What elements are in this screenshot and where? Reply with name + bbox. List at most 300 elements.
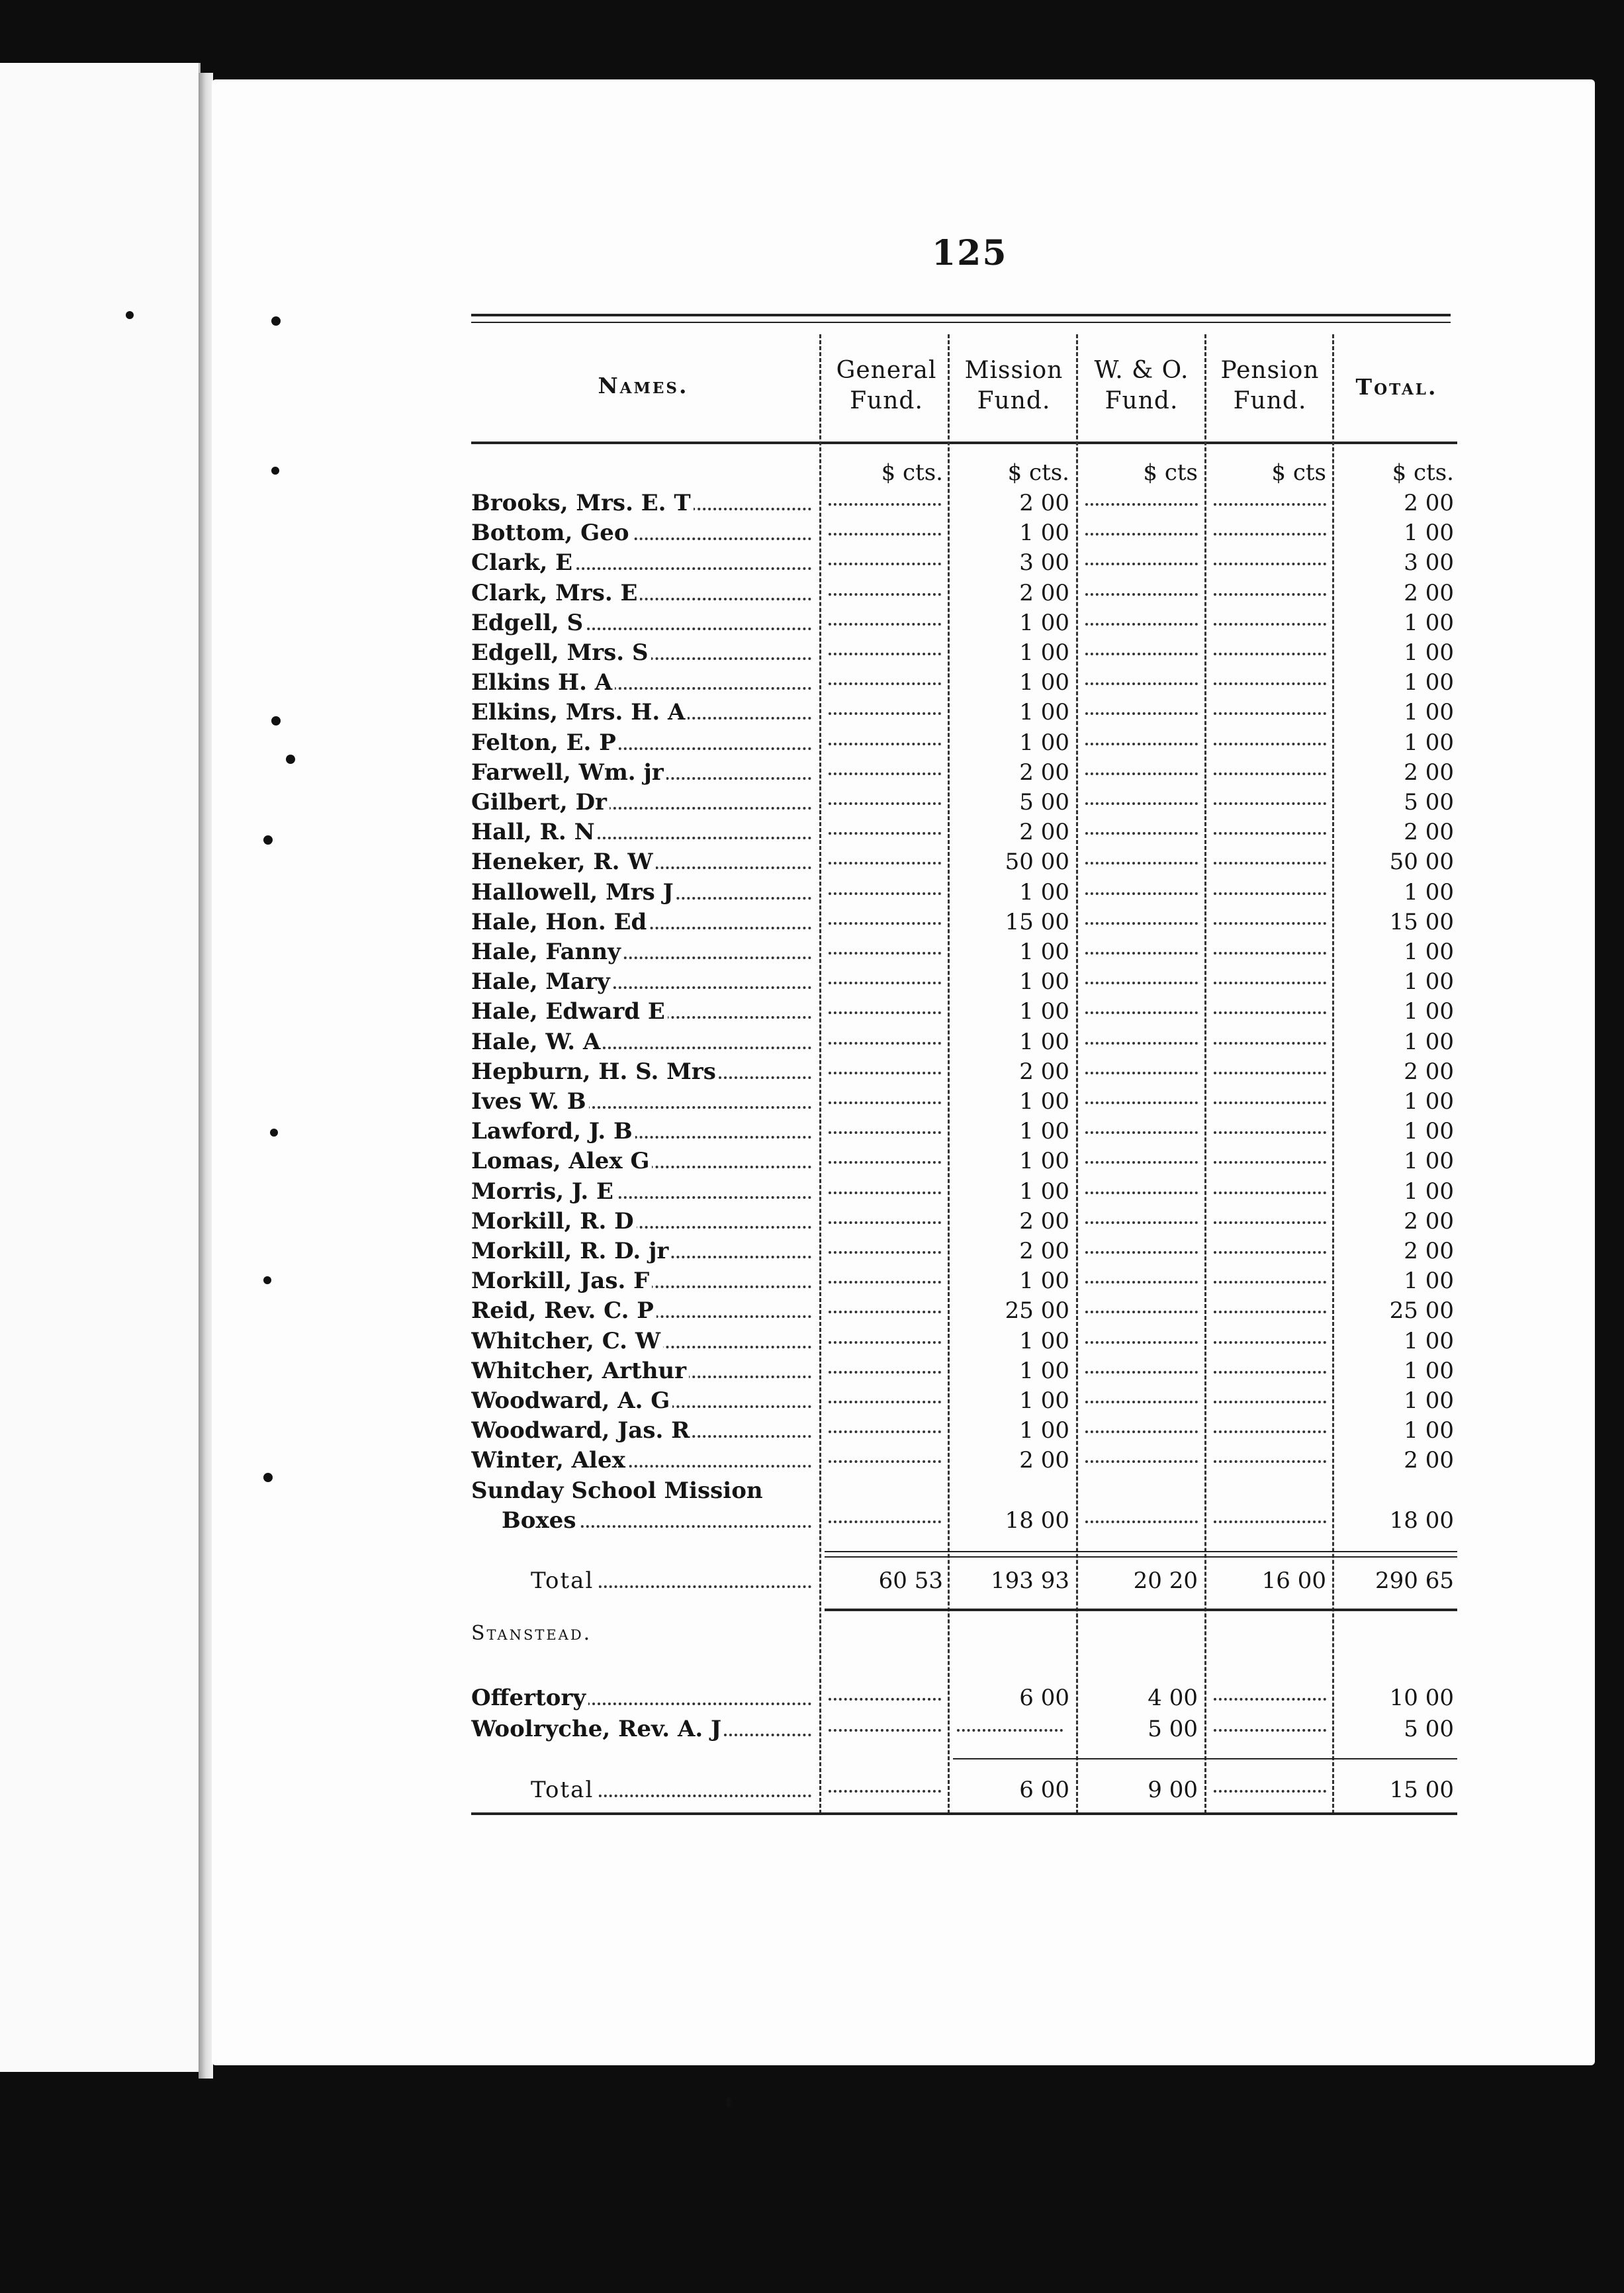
general-dots bbox=[829, 743, 941, 745]
mission-amount: 1 00 bbox=[1019, 1268, 1069, 1295]
general-dots bbox=[829, 533, 941, 536]
total-label: Total bbox=[531, 1568, 596, 1594]
mission-amount: 6 00 bbox=[1019, 1685, 1069, 1711]
pension-dots bbox=[1214, 1192, 1326, 1194]
wo-dots bbox=[1085, 1221, 1198, 1224]
donor-name: Edgell, Mrs. S bbox=[471, 639, 651, 666]
donor-name-cell bbox=[471, 1117, 815, 1146]
pension-dots bbox=[1214, 1281, 1326, 1284]
general-dots bbox=[829, 1072, 941, 1074]
total-amount: 2 00 bbox=[1404, 759, 1454, 786]
pension-dots bbox=[1214, 623, 1326, 626]
general-dots bbox=[829, 1192, 941, 1194]
donor-name-cell bbox=[471, 638, 815, 668]
table-row bbox=[471, 758, 1457, 788]
wo-dots bbox=[1085, 982, 1198, 984]
mission-amount: 50 00 bbox=[1005, 849, 1069, 876]
pension-dots bbox=[1214, 1521, 1326, 1523]
margin-speck bbox=[263, 1473, 273, 1482]
general-dots bbox=[829, 682, 941, 685]
wo-dots bbox=[1085, 922, 1198, 925]
header-pension-line2: Fund. bbox=[1233, 387, 1307, 414]
table-row bbox=[471, 1266, 1457, 1296]
stanstead-total-total: 15 00 bbox=[1389, 1777, 1454, 1803]
pension-dots bbox=[1214, 563, 1326, 565]
table-row bbox=[471, 1296, 1457, 1326]
header-wo-fund bbox=[1079, 355, 1204, 416]
donor-name: Reid, Rev. C. P bbox=[471, 1297, 656, 1324]
donor-name: Woodward, A. G bbox=[471, 1387, 672, 1414]
general-dots bbox=[829, 712, 941, 715]
total-amount: 1 00 bbox=[1404, 699, 1454, 726]
general-dots bbox=[829, 982, 941, 984]
donor-name: Elkins H. A bbox=[471, 669, 615, 696]
unit-wo: $ cts bbox=[1143, 459, 1198, 486]
table-row bbox=[471, 1117, 1457, 1146]
margin-speck bbox=[126, 311, 134, 319]
table-row bbox=[471, 1237, 1457, 1266]
table-row bbox=[471, 728, 1457, 758]
donor-name-cell bbox=[471, 1416, 815, 1446]
general-dots bbox=[829, 922, 941, 925]
margin-speck bbox=[286, 755, 295, 764]
table-row bbox=[471, 1207, 1457, 1237]
table-row bbox=[471, 518, 1457, 548]
header-names: Names. bbox=[598, 373, 689, 398]
general-dots bbox=[829, 1341, 941, 1344]
donor-name: Heneker, R. W bbox=[471, 849, 656, 875]
donor-name: Clark, E bbox=[471, 549, 575, 576]
general-dots bbox=[829, 952, 941, 955]
pension-dots bbox=[1214, 1729, 1326, 1732]
unit-general: $ cts. bbox=[881, 459, 943, 486]
total-rule-top2 bbox=[825, 1556, 1457, 1558]
wo-dots bbox=[1085, 1072, 1198, 1074]
donor-name: Hale, Hon. Ed bbox=[471, 909, 649, 935]
donor-name: Gilbert, Dr bbox=[471, 789, 609, 816]
donor-name-cell bbox=[471, 668, 815, 698]
wo-dots bbox=[1085, 653, 1198, 655]
mission-amount: 1 00 bbox=[1019, 1178, 1069, 1205]
donor-name-cell bbox=[471, 489, 815, 518]
mission-amount: 3 00 bbox=[1019, 549, 1069, 577]
mission-amount: 2 00 bbox=[1019, 819, 1069, 846]
mission-amount: 1 00 bbox=[1019, 878, 1069, 906]
wo-dots bbox=[1085, 772, 1198, 775]
general-dots bbox=[829, 1729, 941, 1732]
table-row bbox=[471, 579, 1457, 608]
stanstead-total-mission: 6 00 bbox=[1019, 1777, 1069, 1803]
donor-name-cell bbox=[471, 847, 815, 877]
donor-name-cell bbox=[471, 937, 815, 967]
mission-amount: 1 00 bbox=[1019, 1357, 1069, 1384]
donor-name-cell bbox=[471, 1057, 815, 1087]
donor-name: Hall, R. N bbox=[471, 819, 598, 845]
wo-dots bbox=[1085, 1430, 1198, 1433]
mission-amount: 1 00 bbox=[1019, 1088, 1069, 1115]
pension-dots bbox=[1214, 1371, 1326, 1374]
donor-name-cell bbox=[471, 1087, 815, 1117]
table-row bbox=[471, 1327, 1457, 1356]
margin-speck bbox=[270, 1129, 278, 1137]
donor-name-cell bbox=[471, 758, 815, 788]
general-dots bbox=[829, 1521, 941, 1523]
pension-dots bbox=[1214, 503, 1326, 506]
total-pension: 16 00 bbox=[1261, 1568, 1326, 1594]
wo-dots bbox=[1085, 952, 1198, 955]
total-amount: 1 00 bbox=[1404, 729, 1454, 756]
pension-dots bbox=[1214, 653, 1326, 655]
donor-name: Woolryche, Rev. A. J bbox=[471, 1716, 724, 1742]
general-dots bbox=[829, 892, 941, 895]
table-row bbox=[471, 1027, 1457, 1057]
total-amount: 50 00 bbox=[1389, 849, 1454, 876]
total-amount: 1 00 bbox=[1404, 1357, 1454, 1384]
wo-amount: 4 00 bbox=[1148, 1685, 1198, 1711]
donor-name-cell bbox=[471, 1386, 815, 1416]
total-mission: 193 93 bbox=[991, 1568, 1069, 1594]
mission-amount: 1 00 bbox=[1019, 1118, 1069, 1145]
header-rule bbox=[471, 442, 1457, 444]
general-dots bbox=[829, 1101, 941, 1104]
section-title-stanstead: Stanstead. bbox=[471, 1622, 592, 1645]
general-dots bbox=[829, 1371, 941, 1374]
page-number: 125 bbox=[932, 233, 1008, 273]
wo-dots bbox=[1085, 832, 1198, 835]
pension-dots bbox=[1214, 593, 1326, 596]
pension-dots bbox=[1214, 1011, 1326, 1014]
general-dots bbox=[829, 1281, 941, 1284]
stanstead-total-label-cell bbox=[531, 1775, 815, 1805]
table-row bbox=[471, 1356, 1457, 1386]
wo-dots bbox=[1085, 1460, 1198, 1463]
mission-amount: 2 00 bbox=[1019, 579, 1069, 606]
mission-amount: 2 00 bbox=[1019, 1238, 1069, 1264]
donor-name-cell bbox=[471, 1327, 815, 1356]
mission-amount: 1 00 bbox=[1019, 729, 1069, 756]
mission-amount: 25 00 bbox=[1005, 1297, 1069, 1325]
margin-speck bbox=[726, 2097, 731, 2108]
total-amount: 1 00 bbox=[1404, 1148, 1454, 1175]
donor-name: Felton, E. P bbox=[471, 729, 619, 756]
donor-name-cell bbox=[471, 1146, 815, 1176]
header-general-line2: Fund. bbox=[850, 387, 923, 414]
pension-dots bbox=[1214, 1161, 1326, 1164]
header-pension-fund bbox=[1206, 355, 1333, 416]
donor-name: Lawford, J. B bbox=[471, 1118, 635, 1145]
header-mission-fund bbox=[951, 355, 1077, 416]
donor-name: Morkill, Jas. F bbox=[471, 1268, 652, 1294]
stanstead-total-general-dots bbox=[829, 1790, 941, 1793]
donor-name: Edgell, S bbox=[471, 610, 586, 636]
total-amount: 1 00 bbox=[1404, 1327, 1454, 1354]
donor-name-cell bbox=[471, 548, 815, 578]
wo-dots bbox=[1085, 593, 1198, 596]
mission-amount: 1 00 bbox=[1019, 1327, 1069, 1354]
wo-dots bbox=[1085, 1281, 1198, 1284]
donor-name: Hale, Fanny bbox=[471, 939, 623, 965]
top-rule-thin bbox=[471, 322, 1451, 323]
total-amount: 1 00 bbox=[1404, 878, 1454, 906]
total-amount: 1 00 bbox=[1404, 968, 1454, 996]
mission-amount: 1 00 bbox=[1019, 998, 1069, 1025]
mission-dots bbox=[957, 1729, 1063, 1732]
margin-speck bbox=[263, 835, 273, 845]
pension-dots bbox=[1214, 1430, 1326, 1433]
wo-dots bbox=[1085, 1251, 1198, 1254]
unit-pension: $ cts bbox=[1271, 459, 1326, 486]
wo-dots bbox=[1085, 1101, 1198, 1104]
pension-dots bbox=[1214, 952, 1326, 955]
mission-amount: 1 00 bbox=[1019, 639, 1069, 666]
pension-dots bbox=[1214, 802, 1326, 805]
mission-amount: 1 00 bbox=[1019, 699, 1069, 726]
header-mission-line1: Mission bbox=[964, 357, 1063, 384]
total-amount: 1 00 bbox=[1404, 1028, 1454, 1055]
table-row bbox=[471, 1177, 1457, 1207]
donor-name: Hallowell, Mrs J bbox=[471, 879, 676, 906]
pension-dots bbox=[1214, 1401, 1326, 1403]
wo-dots bbox=[1085, 1401, 1198, 1403]
table-row bbox=[471, 489, 1457, 518]
total-general: 60 53 bbox=[878, 1568, 943, 1594]
general-dots bbox=[829, 1042, 941, 1045]
pension-dots bbox=[1214, 1698, 1326, 1701]
mission-amount: 1 00 bbox=[1019, 669, 1069, 696]
table-row bbox=[471, 608, 1457, 638]
general-dots bbox=[829, 1221, 941, 1224]
pension-dots bbox=[1214, 922, 1326, 925]
donor-name: Elkins, Mrs. H. A bbox=[471, 699, 688, 725]
donor-name-cell bbox=[471, 518, 815, 548]
donor-name: Morris, J. E bbox=[471, 1178, 616, 1205]
table-row bbox=[471, 1087, 1457, 1117]
donor-name-cell bbox=[471, 1207, 815, 1237]
total-amount: 2 00 bbox=[1404, 1058, 1454, 1085]
header-total: Total. bbox=[1355, 374, 1438, 400]
wo-dots bbox=[1085, 1161, 1198, 1164]
total-amount: 2 00 bbox=[1404, 819, 1454, 846]
unit-mission: $ cts. bbox=[1007, 459, 1069, 486]
pension-dots bbox=[1214, 712, 1326, 715]
pension-dots bbox=[1214, 1131, 1326, 1134]
total-amount: 5 00 bbox=[1404, 789, 1454, 816]
total-amount: 1 00 bbox=[1404, 609, 1454, 636]
table-row bbox=[471, 1446, 1457, 1475]
total-amount: 1 00 bbox=[1404, 1268, 1454, 1295]
total-amount: 1 00 bbox=[1404, 1387, 1454, 1414]
general-dots bbox=[829, 832, 941, 835]
donor-name-cell bbox=[471, 1356, 815, 1386]
donor-name-cell bbox=[471, 908, 815, 937]
general-dots bbox=[829, 1161, 941, 1164]
header-mission-line2: Fund. bbox=[977, 387, 1051, 414]
total-amount: 25 00 bbox=[1389, 1297, 1454, 1325]
donor-name-cell bbox=[502, 1506, 815, 1536]
table-row bbox=[471, 847, 1457, 877]
donor-name-cell bbox=[471, 1476, 815, 1506]
general-dots bbox=[829, 1460, 941, 1463]
donor-name: Bottom, Geo bbox=[471, 520, 632, 546]
mission-amount: 2 00 bbox=[1019, 1447, 1069, 1474]
pension-dots bbox=[1214, 862, 1326, 865]
mission-amount: 1 00 bbox=[1019, 609, 1069, 636]
mission-amount: 5 00 bbox=[1019, 789, 1069, 816]
margin-speck bbox=[263, 1276, 271, 1284]
total-amount: 1 00 bbox=[1404, 639, 1454, 666]
wo-dots bbox=[1085, 533, 1198, 536]
total-amount: 2 00 bbox=[1404, 1238, 1454, 1264]
table-row bbox=[471, 1476, 1457, 1506]
donor-name: Boxes bbox=[502, 1507, 578, 1534]
donor-name: Whitcher, C. W bbox=[471, 1328, 663, 1354]
margin-speck bbox=[271, 716, 281, 725]
general-dots bbox=[829, 1131, 941, 1134]
donor-name-cell bbox=[471, 1296, 815, 1326]
pension-dots bbox=[1214, 892, 1326, 895]
table-row bbox=[471, 1146, 1457, 1176]
total-amount: 1 00 bbox=[1404, 520, 1454, 547]
wo-dots bbox=[1085, 682, 1198, 685]
wo-dots bbox=[1085, 1042, 1198, 1045]
header-pension-line1: Pension bbox=[1220, 357, 1320, 384]
pension-dots bbox=[1214, 1341, 1326, 1344]
general-dots bbox=[829, 593, 941, 596]
donor-name: Morkill, R. D. jr bbox=[471, 1238, 671, 1264]
table-row bbox=[471, 818, 1457, 847]
pension-dots bbox=[1214, 682, 1326, 685]
header-general-line1: General bbox=[836, 357, 937, 384]
wo-dots bbox=[1085, 1521, 1198, 1523]
donor-name: Hale, Edward E bbox=[471, 998, 668, 1025]
donor-name: Hale, W. A bbox=[471, 1029, 603, 1055]
mission-amount: 2 00 bbox=[1019, 490, 1069, 516]
donor-name-cell bbox=[471, 818, 815, 847]
wo-dots bbox=[1085, 1341, 1198, 1344]
margin-speck bbox=[271, 467, 279, 475]
donor-name-cell bbox=[471, 878, 815, 908]
general-dots bbox=[829, 1401, 941, 1403]
mission-amount: 18 00 bbox=[1005, 1507, 1069, 1534]
mission-amount: 1 00 bbox=[1019, 1387, 1069, 1414]
donor-name: Woodward, Jas. R bbox=[471, 1417, 692, 1444]
mission-amount: 15 00 bbox=[1005, 908, 1069, 935]
total-amount: 1 00 bbox=[1404, 998, 1454, 1025]
general-dots bbox=[829, 1251, 941, 1254]
general-dots bbox=[829, 802, 941, 805]
donor-name: Offertory bbox=[471, 1685, 588, 1711]
general-dots bbox=[829, 1430, 941, 1433]
wo-dots bbox=[1085, 563, 1198, 565]
header-wo-line1: W. & O. bbox=[1094, 357, 1189, 384]
table-row bbox=[471, 1714, 1457, 1744]
general-dots bbox=[829, 563, 941, 565]
total-amount: 18 00 bbox=[1389, 1507, 1454, 1534]
pension-dots bbox=[1214, 1072, 1326, 1074]
stanstead-total-pension-dots bbox=[1214, 1790, 1326, 1793]
top-rule bbox=[471, 314, 1451, 316]
total-amount: 1 00 bbox=[1404, 1178, 1454, 1205]
donor-name: Hepburn, H. S. Mrs bbox=[471, 1058, 719, 1085]
stanstead-total-rule bbox=[953, 1758, 1457, 1759]
table-row bbox=[471, 668, 1457, 698]
total-amount: 3 00 bbox=[1404, 549, 1454, 577]
donor-name: Farwell, Wm. jr bbox=[471, 759, 666, 786]
table-row bbox=[471, 1683, 1457, 1713]
general-dots bbox=[829, 1311, 941, 1313]
margin-speck bbox=[271, 316, 281, 326]
wo-dots bbox=[1085, 1311, 1198, 1313]
table-row bbox=[471, 698, 1457, 727]
mission-amount: 1 00 bbox=[1019, 520, 1069, 547]
pension-dots bbox=[1214, 743, 1326, 745]
mission-amount: 1 00 bbox=[1019, 1028, 1069, 1055]
general-dots bbox=[829, 1011, 941, 1014]
general-dots bbox=[829, 772, 941, 775]
table-row bbox=[471, 548, 1457, 578]
total-amount: 1 00 bbox=[1404, 939, 1454, 965]
wo-dots bbox=[1085, 1011, 1198, 1014]
table-row bbox=[471, 638, 1457, 668]
pension-dots bbox=[1214, 1251, 1326, 1254]
donor-name-cell bbox=[471, 1446, 815, 1475]
wo-amount: 5 00 bbox=[1148, 1716, 1198, 1742]
table-row bbox=[471, 997, 1457, 1027]
unit-total: $ cts. bbox=[1392, 459, 1454, 486]
pension-dots bbox=[1214, 1460, 1326, 1463]
donor-name: Winter, Alex bbox=[471, 1447, 628, 1474]
total-amount: 2 00 bbox=[1404, 1447, 1454, 1474]
pension-dots bbox=[1214, 1311, 1326, 1313]
general-dots bbox=[829, 862, 941, 865]
donor-name-cell bbox=[471, 1177, 815, 1207]
total-row bbox=[471, 1566, 1457, 1596]
wo-dots bbox=[1085, 743, 1198, 745]
pension-dots bbox=[1214, 1042, 1326, 1045]
wo-dots bbox=[1085, 862, 1198, 865]
donor-name: Morkill, R. D bbox=[471, 1208, 637, 1235]
total-amount: 1 00 bbox=[1404, 1417, 1454, 1444]
total-amount: 2 00 bbox=[1404, 1207, 1454, 1235]
total-amount: 1 00 bbox=[1404, 669, 1454, 696]
donor-name-cell bbox=[471, 698, 815, 727]
donor-name: Hale, Mary bbox=[471, 968, 613, 995]
table-row bbox=[471, 1386, 1457, 1416]
total-wo: 20 20 bbox=[1133, 1568, 1198, 1594]
mission-amount: 2 00 bbox=[1019, 1058, 1069, 1085]
header-general-fund bbox=[822, 355, 951, 416]
table-row bbox=[471, 937, 1457, 967]
total-rule-top bbox=[825, 1551, 1457, 1552]
general-dots bbox=[829, 503, 941, 506]
wo-dots bbox=[1085, 1371, 1198, 1374]
general-dots bbox=[829, 1698, 941, 1701]
pension-dots bbox=[1214, 772, 1326, 775]
donor-name-cell bbox=[471, 1683, 815, 1713]
general-dots bbox=[829, 623, 941, 626]
wo-dots bbox=[1085, 623, 1198, 626]
donor-name: Whitcher, Arthur bbox=[471, 1358, 689, 1384]
table-row bbox=[471, 908, 1457, 937]
mission-amount: 2 00 bbox=[1019, 1207, 1069, 1235]
donor-name-cell bbox=[471, 728, 815, 758]
total-amount: 15 00 bbox=[1389, 908, 1454, 935]
table-row bbox=[471, 788, 1457, 818]
book-spine bbox=[199, 73, 213, 2079]
mission-amount: 1 00 bbox=[1019, 1148, 1069, 1175]
donor-name-cell bbox=[471, 1027, 815, 1057]
table-row bbox=[471, 1057, 1457, 1087]
